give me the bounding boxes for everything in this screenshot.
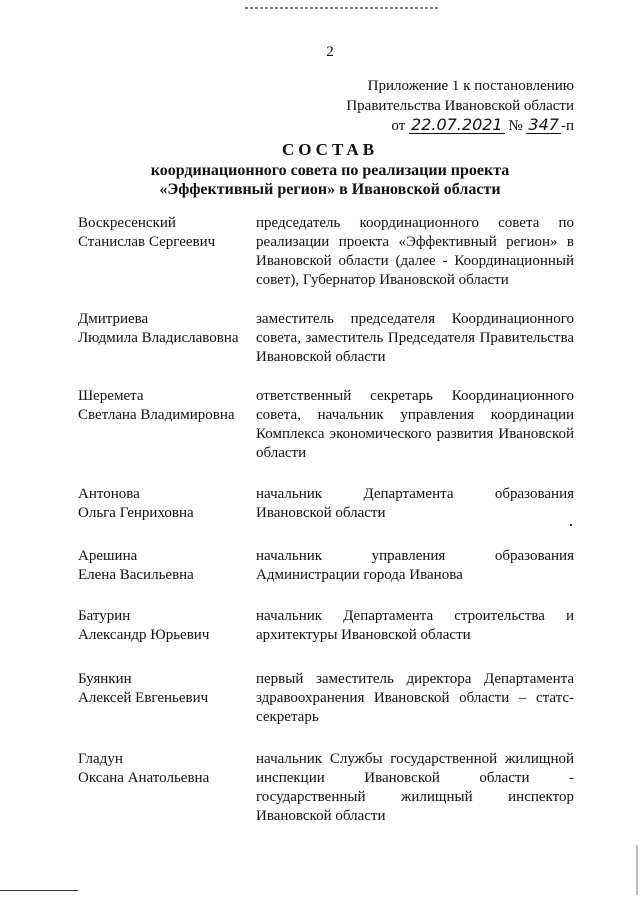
member-name	[78, 310, 253, 348]
member-role: заместитель председателя Координационного совета, заместитель Председателя Правительства Ивановской области	[256, 311, 574, 365]
member-role: начальник управления образования Администрации города Иванова	[256, 548, 574, 583]
member-role: начальник Службы государственной жилищной инспекции Ивановской области - государственный жилищный инспектор Ивановской области	[256, 751, 574, 824]
member-surname: Арешина	[78, 548, 138, 564]
member-name	[78, 485, 253, 523]
member-given-names: Ольга Генриховна	[78, 505, 194, 521]
member-role: председатель координационного совета по реализации проекта «Эффективный регион» в Ивановской области (далее - Координационный совет), Губернатор Ивановской области	[256, 215, 574, 288]
member-given-names: Людмила Владиславовна	[78, 330, 239, 346]
member-name	[78, 670, 253, 708]
member-given-names: Александр Юрьевич	[78, 627, 210, 643]
member-role: начальник Департамента образования Ивановской области	[256, 486, 574, 521]
number-suffix: -п	[560, 118, 574, 134]
title-sub-1: координационного совета по реализации проекта	[150, 162, 510, 179]
member-given-names: Светлана Владимировна	[78, 407, 235, 423]
scan-speck	[570, 524, 572, 526]
member-given-names: Станислав Сергеевич	[78, 234, 216, 250]
handwritten-number: 347	[528, 115, 559, 134]
member-surname: Шеремета	[78, 388, 144, 404]
member-surname: Гладун	[78, 751, 123, 767]
member-role: первый заместитель директора Департамента здравоохранения Ивановской области – статс-секретарь	[256, 671, 574, 725]
member-surname: Буянкин	[78, 671, 132, 687]
handwritten-date: 22.07.2021	[411, 115, 503, 134]
scan-artifact	[245, 7, 440, 9]
member-role: ответственный секретарь Координационного совета, начальник управления координации Комплекса экономического развития Ивановской области	[256, 388, 574, 461]
appendix-line-2: Правительства Ивановской области	[346, 98, 574, 114]
member-name	[78, 607, 253, 645]
appendix-line-1: Приложение 1 к постановлению	[367, 78, 574, 94]
scan-edge-artifact	[636, 845, 638, 895]
footnote-rule	[0, 890, 78, 891]
appendix-header	[346, 76, 574, 136]
page-number: 2	[326, 44, 334, 60]
title-main: СОСТАВ	[281, 140, 379, 159]
member-given-names: Елена Васильевна	[78, 567, 194, 583]
member-name	[78, 547, 253, 585]
member-name	[78, 214, 253, 252]
number-label: №	[508, 118, 523, 134]
appendix-date-line	[346, 116, 574, 136]
member-surname: Воскресенский	[78, 215, 176, 231]
member-surname: Батурин	[78, 608, 131, 624]
title-sub-2: «Эффективный регион» в Ивановской области	[159, 181, 501, 198]
document-title	[0, 140, 640, 199]
member-name	[78, 750, 253, 788]
from-label: от	[391, 118, 406, 134]
member-name	[78, 387, 253, 425]
member-surname: Дмитриева	[78, 311, 149, 327]
member-role: начальник Департамента строительства и архитектуры Ивановской области	[256, 608, 574, 643]
member-surname: Антонова	[78, 486, 140, 502]
member-given-names: Оксана Анатольевна	[78, 770, 210, 786]
member-given-names: Алексей Евгеньевич	[78, 690, 209, 706]
